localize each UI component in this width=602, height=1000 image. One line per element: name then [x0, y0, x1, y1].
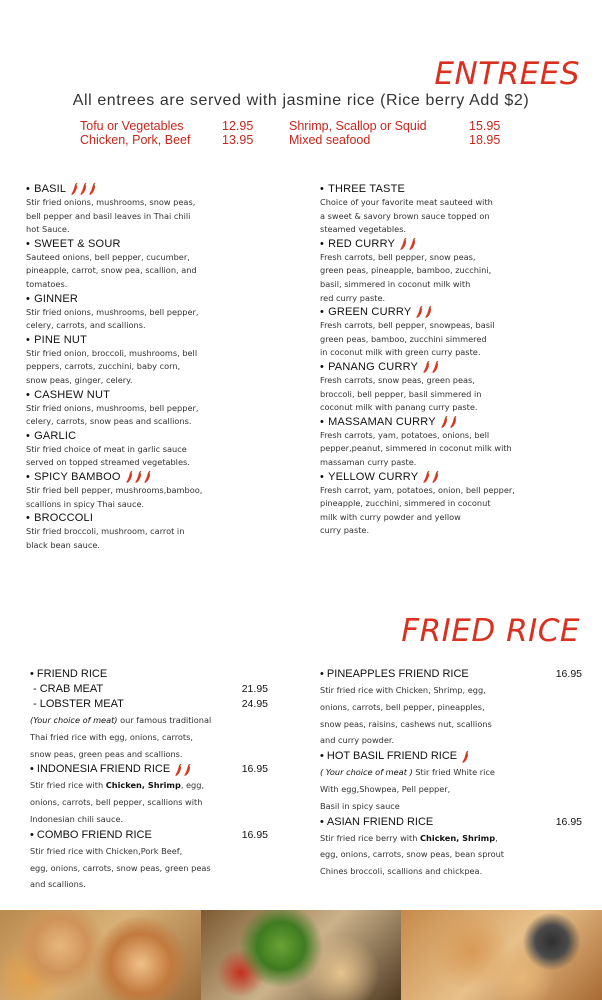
desc-line: green peas, pineapple, bamboo, zucchini,	[320, 265, 492, 276]
desc-line: Thai fried rice with egg, onions, carrots,	[30, 731, 193, 742]
menu-item-description	[320, 374, 590, 415]
desc-line: Sauteed onions, bell pepper, cucumber,	[26, 251, 190, 262]
pad-thai-photo	[401, 910, 602, 1000]
menu-item-name: • HOT BASIL FRIEND RICE	[320, 749, 582, 764]
indonesia-name: INDONESIA FRIEND RICE	[36, 763, 171, 776]
menu-item	[26, 182, 296, 237]
desc-line: snow peas, raisins, cashews nut, scallions	[320, 718, 492, 729]
price-value: 15.95	[469, 119, 501, 133]
desc-line: Choice of your favorite meat sauteed with	[320, 197, 493, 207]
desc-line: curry paste.	[320, 525, 370, 536]
menu-item-name	[26, 429, 296, 443]
menu-item-description	[320, 196, 590, 237]
chili-icon	[399, 237, 417, 251]
bullet: •	[26, 388, 31, 401]
desc-line: massaman curry paste.	[320, 456, 417, 467]
desc-line: Stir fried bell pepper, mushrooms,bamboo,	[26, 484, 203, 495]
menu-item-label: RED CURRY	[328, 237, 396, 250]
fried-rice-title: FRIED RICE	[401, 613, 580, 649]
bullet: •	[26, 429, 31, 442]
menu-item-description	[320, 830, 556, 880]
menu-item-description	[30, 712, 244, 762]
chili-icon	[70, 182, 97, 196]
desc-line: broccoli, bell pepper, basil simmered in	[320, 388, 482, 399]
desc-line: Fresh carrots, yam, potatoes, onions, bell	[320, 429, 490, 440]
desc-line: Fresh carrot, yam, potatoes, onion, bell pepper,	[320, 484, 515, 495]
price-value: 12.95	[222, 119, 254, 133]
menu-item	[320, 182, 590, 237]
menu-item-name: • ASIAN FRIEND RICE 16.95	[320, 815, 582, 828]
menu-item-name	[30, 682, 270, 697]
menu-item-label: BASIL	[34, 183, 67, 195]
chili-icon	[125, 470, 152, 484]
menu-item-name	[30, 667, 270, 682]
desc-line: coconut milk with panang curry paste.	[320, 402, 478, 413]
menu-item-name	[26, 292, 296, 306]
desc-line: Stir fried broccoli, mushroom, carrot in	[26, 526, 185, 537]
desc-line: scallions in spicy Thai sauce.	[26, 498, 145, 509]
price-value: 13.95	[222, 133, 254, 147]
desc-line: , egg,	[180, 780, 205, 791]
desc-line: and curry powder.	[320, 735, 395, 746]
desc-line: celery, carrots, and scallions.	[26, 320, 146, 331]
entrees-subtitle: All entrees are served with jasmine rice (Rice berry Add $2)	[72, 92, 530, 109]
lobster-name: - LOBSTER MEAT	[33, 698, 124, 710]
menu-item-description	[26, 196, 296, 237]
menu-item-label: BROCCOLI	[34, 512, 94, 525]
menu-item-description	[320, 319, 590, 360]
friend-rice-name: FRIEND RICE	[36, 668, 108, 680]
menu-item-description	[26, 443, 296, 470]
menu-item-description	[30, 843, 244, 893]
fried-rice-photo	[0, 910, 201, 1000]
menu-item-name: • PINEAPPLES FRIEND RICE 16.95	[320, 668, 582, 680]
menu-item	[26, 333, 296, 388]
chili-icon	[422, 360, 440, 374]
entrees-right-column	[320, 182, 590, 538]
fried-rice-left-column	[30, 667, 270, 893]
desc-line: Fresh carrots, bell pepper, snow peas,	[320, 251, 476, 262]
menu-item-name	[26, 470, 296, 484]
chili-icon	[440, 415, 458, 429]
desc-line: Stir fried White rice	[412, 767, 495, 778]
choice-of-meat-note: ( Your choice of meat )	[320, 767, 413, 778]
menu-item-description	[26, 484, 296, 511]
bullet: •	[26, 183, 31, 195]
menu-item-description	[26, 306, 296, 333]
desc-line: snow peas, ginger, celery.	[26, 374, 133, 385]
menu-item-name	[320, 415, 590, 429]
menu-item-name	[26, 182, 296, 196]
desc-line: black bean sauce.	[26, 539, 100, 550]
menu-item-description	[30, 777, 244, 827]
price-value: 18.95	[469, 133, 501, 147]
noodle-photo	[201, 910, 402, 1000]
desc-line: pineapple, zucchini, simmered in coconut	[320, 498, 491, 509]
desc-line: Stir fried onion, broccoli, mushrooms, bell	[26, 347, 198, 358]
price-row	[80, 133, 253, 147]
choice-of-meat-note: (Your choice of meat)	[30, 715, 118, 725]
menu-item	[26, 511, 296, 552]
desc-line: onions, carrots, bell pepper, scallions with	[30, 797, 203, 808]
desc-line: tomatoes.	[26, 278, 68, 289]
fried-rice-right-column	[320, 667, 582, 880]
bullet: •	[320, 470, 325, 483]
entrees-title: ENTREES	[434, 56, 580, 92]
menu-item	[26, 237, 296, 292]
crab-price: 21.95	[241, 683, 268, 695]
desc-line: Stir fried rice berry with	[320, 832, 421, 843]
desc-line: With egg,Showpea, Pell pepper,	[320, 783, 451, 794]
desc-line: Chines broccoli, scallions and chickpea.	[320, 866, 483, 877]
desc-line: hot Sauce.	[26, 224, 70, 235]
menu-item	[320, 360, 590, 415]
indonesia-price: 16.95	[241, 763, 268, 776]
desc-line: onions, carrots, bell pepper, pineapples,	[320, 701, 485, 712]
desc-line: pineapple, carrot, snow pea, scallion, and	[26, 265, 197, 276]
menu-item	[320, 415, 590, 470]
desc-line: Indonesian chili sauce.	[30, 813, 124, 824]
desc-line: steamed vegetables.	[320, 224, 407, 235]
asian-price: 16.95	[555, 815, 582, 828]
menu-item-description	[26, 251, 296, 292]
bullet: •	[320, 360, 325, 373]
menu-item-name: • INDONESIA FRIEND RICE 16.95	[30, 763, 268, 776]
combo-price: 16.95	[241, 828, 268, 841]
menu-item-name	[320, 360, 590, 374]
menu-item-description	[26, 347, 296, 388]
chili-icon	[461, 750, 470, 764]
price-label: Tofu or Vegetables	[80, 119, 184, 133]
menu-item-description	[320, 429, 590, 470]
desc-line: red curry paste.	[320, 292, 386, 303]
desc-line: a sweet & savory brown sauce topped on	[320, 210, 490, 221]
menu-item	[320, 305, 590, 360]
menu-item-name	[320, 182, 590, 196]
chili-icon	[174, 763, 192, 777]
desc-line: egg, onions, carrots, snow peas, bean sprout	[320, 849, 504, 860]
chili-icon	[415, 305, 433, 319]
menu-item-label: GARLIC	[34, 429, 77, 442]
desc-line: pepper,peanut, simmered in coconut milk with	[320, 443, 512, 454]
crab-name: - CRAB MEAT	[33, 683, 104, 695]
menu-item-description	[320, 764, 556, 814]
menu-item-name	[26, 237, 296, 251]
desc-line: in coconut milk with green curry paste.	[320, 347, 481, 358]
desc-line: peppers, carrots, zucchini, baby corn,	[26, 361, 181, 372]
asian-name: ASIAN FRIEND RICE	[326, 815, 434, 828]
menu-item-label: MASSAMAN CURRY	[328, 415, 436, 428]
desc-line: snow peas, green peas and scallions.	[30, 748, 183, 759]
menu-item	[26, 292, 296, 333]
menu-item-description	[320, 682, 556, 749]
menu-item-name	[30, 697, 270, 712]
desc-line: Stir fried choice of meat in garlic sauce	[26, 443, 187, 454]
menu-item-label: GREEN CURRY	[328, 306, 412, 319]
menu-item-description	[320, 251, 590, 305]
menu-item-name	[320, 237, 590, 251]
desc-line: egg, onions, carrots, snow peas, green peas	[30, 862, 211, 873]
bullet: •	[320, 306, 325, 319]
menu-item	[320, 237, 590, 305]
menu-item-label: CASHEW NUT	[34, 388, 111, 401]
menu-item-name	[320, 470, 590, 484]
menu-item-name	[26, 333, 296, 347]
desc-bold: Chicken, Shrimp	[105, 780, 181, 791]
desc-line: Stir fried rice with Chicken, Shrimp, egg,	[320, 685, 486, 695]
combo-name: COMBO FRIEND RICE	[36, 828, 152, 841]
menu-item	[26, 470, 296, 511]
menu-item-name	[26, 388, 296, 402]
bullet: •	[320, 183, 325, 195]
bullet: •	[320, 415, 325, 428]
lobster-price: 24.95	[241, 698, 268, 710]
menu-item-label: THREE TASTE	[328, 183, 406, 195]
bullet: •	[26, 292, 31, 305]
desc-line: celery, carrots, snow peas and scallions.	[26, 416, 192, 427]
price-row	[289, 133, 500, 147]
price-row	[80, 119, 253, 133]
chili-icon	[422, 470, 440, 484]
menu-item-label: YELLOW CURRY	[328, 470, 419, 483]
desc-line: and scallions.	[30, 879, 86, 890]
bullet: •	[26, 470, 31, 483]
price-row	[289, 119, 500, 133]
price-label: Mixed seafood	[289, 133, 371, 147]
hot-basil-name: HOT BASIL FRIEND RICE	[326, 750, 458, 763]
desc-line: ,	[495, 832, 498, 843]
menu-item-name	[26, 511, 296, 525]
menu-item-label: PANANG CURRY	[328, 360, 419, 373]
price-label: Shrimp, Scallop or Squid	[289, 119, 427, 133]
desc-line: Stir fried onions, mushrooms, bell pepper,	[26, 402, 199, 413]
price-grid-left	[80, 119, 253, 147]
desc-line: Stir fried rice with Chicken,Pork Beef,	[30, 845, 183, 856]
desc-line: bell pepper and basil leaves in Thai chili	[26, 210, 191, 221]
desc-line: served on topped streamed vegetables.	[26, 457, 190, 468]
pineapple-price: 16.95	[555, 668, 582, 680]
desc-line: our famous traditional	[117, 715, 212, 725]
menu-item-label: • FRIEND RICE	[30, 668, 108, 680]
desc-line: green peas, bamboo, zucchini simmered	[320, 333, 487, 344]
desc-line: Stir fried rice with	[30, 780, 106, 791]
desc-line: Fresh carrots, snow peas, green peas,	[320, 374, 475, 385]
food-photo-strip	[0, 910, 602, 1000]
desc-line: Stir fried onions, mushrooms, bell pepper,	[26, 306, 199, 317]
desc-line: Basil in spicy sauce	[320, 800, 400, 811]
menu-item-label: GINNER	[34, 292, 79, 305]
entrees-left-column	[26, 182, 296, 552]
menu-item-description	[26, 402, 296, 429]
bullet: •	[320, 237, 325, 250]
menu-item-description	[320, 484, 590, 538]
bullet: •	[26, 237, 31, 250]
bullet: •	[26, 512, 31, 525]
bullet: •	[26, 333, 31, 346]
watermark: pix	[432, 895, 452, 910]
menu-item-label: PINE NUT	[34, 333, 87, 346]
price-label: Chicken, Pork, Beef	[80, 133, 191, 147]
menu-item-label: SPICY BAMBOO	[34, 470, 121, 483]
menu-item	[26, 388, 296, 429]
pineapple-name: PINEAPPLES FRIEND RICE	[326, 668, 469, 680]
desc-line: milk with curry powder and yellow	[320, 511, 461, 522]
desc-line: Fresh carrots, bell pepper, snowpeas, basil	[320, 320, 495, 331]
menu-item-name	[320, 305, 590, 319]
menu-item	[320, 470, 590, 538]
desc-line: Stir fried onions, mushrooms, snow peas,	[26, 197, 196, 207]
menu-item-description	[26, 525, 296, 552]
menu-item-name: • COMBO FRIEND RICE 16.95	[30, 828, 268, 841]
price-grid-right	[289, 119, 500, 147]
desc-line: basil, simmered in coconut milk with	[320, 278, 471, 289]
desc-bold: Chicken, Shrimp	[420, 832, 496, 843]
menu-item	[26, 429, 296, 470]
menu-item-label: SWEET & SOUR	[34, 237, 121, 250]
